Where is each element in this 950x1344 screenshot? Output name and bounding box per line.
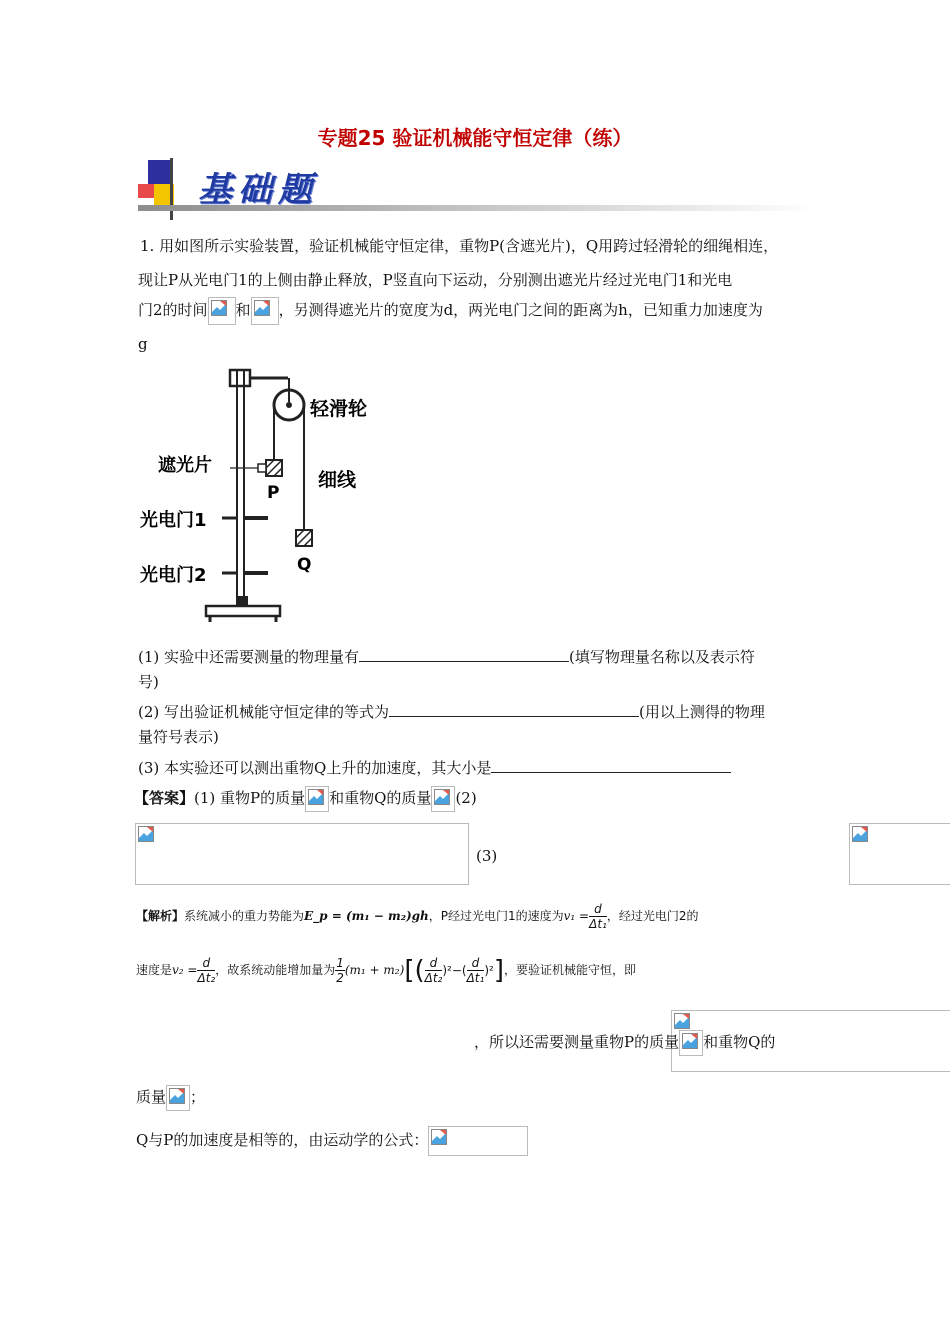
broken-image-icon <box>849 823 950 885</box>
analysis-line-3 <box>474 1030 775 1056</box>
broken-image-icon <box>428 1126 528 1156</box>
string-label: 细线 <box>318 469 357 491</box>
analysis-text: ； <box>190 1088 206 1106</box>
analysis-label: 【解析】 <box>136 909 185 923</box>
frac-den: Δt₁ <box>589 917 607 931</box>
analysis-text: 系统减小的重力势能为 <box>184 909 305 923</box>
apparatus-diagram <box>138 360 398 630</box>
analysis-text: ，所以还需要测量重物P的质量 <box>474 1033 680 1051</box>
question-text: ，另测得遮光片的宽度为d，两光电门之间的距离为h，已知重力加速度为 <box>278 301 763 319</box>
analysis-line-5 <box>136 1126 528 1156</box>
analysis-text: ，故系统动能增加量为 <box>215 963 336 977</box>
frac-num: 1 <box>336 956 344 970</box>
q-label: Q <box>297 555 312 575</box>
pulley-label: 轻滑轮 <box>310 398 368 420</box>
analysis-text: ，经过光电门2的 <box>606 909 699 923</box>
fraction-d-over-t1 <box>467 956 485 985</box>
v1-formula: v₁ = <box>563 909 590 923</box>
subquestion-2 <box>138 700 765 722</box>
analysis-line-2: 速度是v₂ = $\frac{d}{\text{Δt₂}}$ ，故系统动能增加量为 $\frac{1}{2}$ (m₁ + m₂)[( $\frac{d}{\text{Δt₂}}$ )²−( $\frac{d}{\text{Δt₁}}$ )²]，要验证机械能守恒，即 <box>136 955 636 986</box>
analysis-line-1 <box>136 902 698 931</box>
v2-formula: v₂ = <box>172 963 198 977</box>
fraction-half <box>335 956 345 985</box>
banner-text: 基础题 <box>198 170 318 210</box>
broken-image-icon <box>135 823 469 885</box>
analysis-text: 速度是 <box>136 963 173 977</box>
answer-blank-2[interactable] <box>389 700 639 717</box>
answer-text: (2) <box>455 789 477 807</box>
answer-part-3: (3) <box>476 847 498 865</box>
subquestion-text: (1) 实验中还需要测量的物理量有 <box>138 648 360 666</box>
analysis-text: ，P经过光电门1的速度为 <box>428 909 564 923</box>
subquestion-3 <box>138 756 731 778</box>
broken-image-icon <box>208 297 236 325</box>
frac-num: d <box>425 956 443 971</box>
shade-label: 遮光片 <box>158 455 212 476</box>
answer-label: 【答案】 <box>134 789 195 807</box>
fraction-d-over-t2 <box>425 956 443 985</box>
frac-den: Δt₂ <box>424 971 443 985</box>
gate2-label: 光电门2 <box>140 565 207 586</box>
broken-image-icon <box>251 297 279 325</box>
fraction-d-over-t2 <box>197 956 215 985</box>
frac-num: d <box>589 902 607 917</box>
page-title: 专题25 验证机械能守恒定律（练） <box>317 126 633 150</box>
subquestion-1-cont: 号) <box>138 673 159 691</box>
question-text: 门2的时间 <box>138 301 208 319</box>
question-line-2: 现让P从光电门1的上侧由静止释放，P竖直向下运动，分别测出遮光片经过光电门1和光电 <box>138 271 733 289</box>
mass-sum: (m₁ + m₂) <box>344 963 405 977</box>
subquestion-2-cont: 量符号表示) <box>138 728 219 746</box>
answer-blank-3[interactable] <box>491 756 731 773</box>
question-line-3 <box>138 297 763 325</box>
analysis-line-4 <box>136 1085 205 1111</box>
answer-line <box>134 786 477 812</box>
gate1-label: 光电门1 <box>140 510 207 531</box>
question-line-1: 1. 用如图所示实验装置，验证机械能守恒定律，重物P(含遮光片)，Q用跨过轻滑轮的细绳相连， <box>140 237 779 255</box>
subquestion-text: (填写物理量名称以及表示符 <box>569 648 755 666</box>
p-label: P <box>267 483 280 503</box>
subquestion-text: (用以上测得的物理 <box>639 703 765 721</box>
potential-energy-formula: E_p = (m₁ − m₂)gh <box>304 909 429 923</box>
subquestion-text: (2) 写出验证机械能守恒定律的等式为 <box>138 703 390 721</box>
answer-text: 和重物Q的质量 <box>329 789 432 807</box>
answer-text: (1) 重物P的质量 <box>194 789 306 807</box>
subquestion-1 <box>138 645 755 667</box>
fraction-d-over-t1 <box>589 902 607 931</box>
frac-den: Δt₂ <box>197 971 216 985</box>
analysis-text: 质量 <box>136 1088 167 1106</box>
frac-den: 2 <box>336 971 344 985</box>
broken-image-icon <box>305 786 329 812</box>
analysis-text: Q与P的加速度是相等的，由运动学的公式： <box>136 1131 429 1149</box>
broken-image-icon <box>166 1085 190 1111</box>
broken-image-icon <box>679 1030 703 1056</box>
frac-num: d <box>197 956 215 971</box>
question-line-4: g <box>138 335 148 353</box>
analysis-text: ，要验证机械能守恒，即 <box>503 963 636 977</box>
analysis-text: 和重物Q的 <box>703 1033 776 1051</box>
answer-blank-1[interactable] <box>359 645 569 662</box>
question-text: 和 <box>235 301 251 319</box>
broken-image-icon <box>431 786 455 812</box>
subquestion-text: (3) 本实验还可以测出重物Q上升的加速度，其大小是 <box>138 759 492 777</box>
frac-num: d <box>467 956 485 971</box>
frac-den: Δt₁ <box>466 971 485 985</box>
